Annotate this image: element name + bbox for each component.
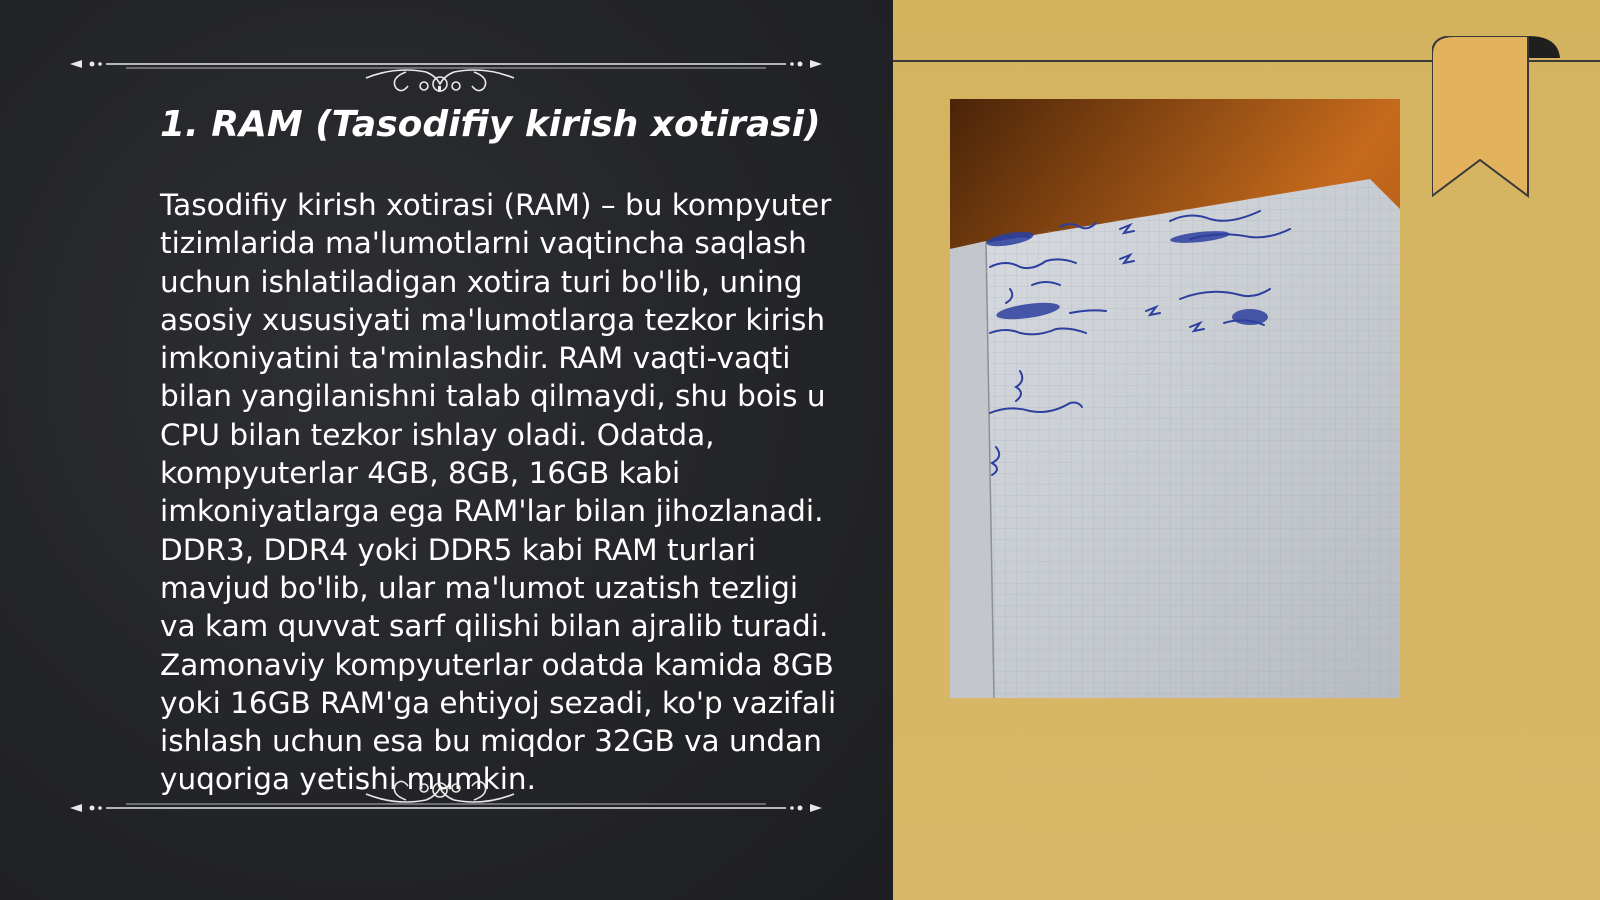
slide-body-text: Tasodifiy kirish xotirasi (RAM) – bu kompyuter tizimlarida ma'lumotlarni vaqtincha saqlash uchun ishlatiladigan xotira turi bo'lib, uning asosiy xususiyati ma'lumotlarga tezkor kirish imkoniyatini ta'minlashdir. RAM vaqti-vaqti bilan yangilanishni talab qilmaydi, shu bois u CPU bilan tezkor ishlay oladi. Odatda, kompyuterlar 4GB, 8GB, 16GB kabi imkoniyatlarga ega RAM'lar bilan jihozlanadi. DDR3, DDR4 yoki DDR5 kabi RAM turlari mavjud bo'lib, ular ma'lumot uzatish tezligi va kam quvvat sarf qilishi bilan ajralib turadi. Zamonaviy kompyuterlar odatda kamida 8GB yoki 16GB RAM'ga ehtiyoj sezadi, ko'p vazifali ishlash uchun esa bu miqdor 32GB va undan yuqoriga yetishi mumkin. <box>160 188 837 797</box>
bottom-ornament-icon <box>66 780 826 830</box>
top-ornament-icon <box>66 42 826 92</box>
bookmark-ribbon-icon <box>1432 36 1560 200</box>
slide-title: 1. RAM (Tasodifiy kirish xotirasi) <box>160 104 821 145</box>
notebook-photo <box>950 99 1400 698</box>
